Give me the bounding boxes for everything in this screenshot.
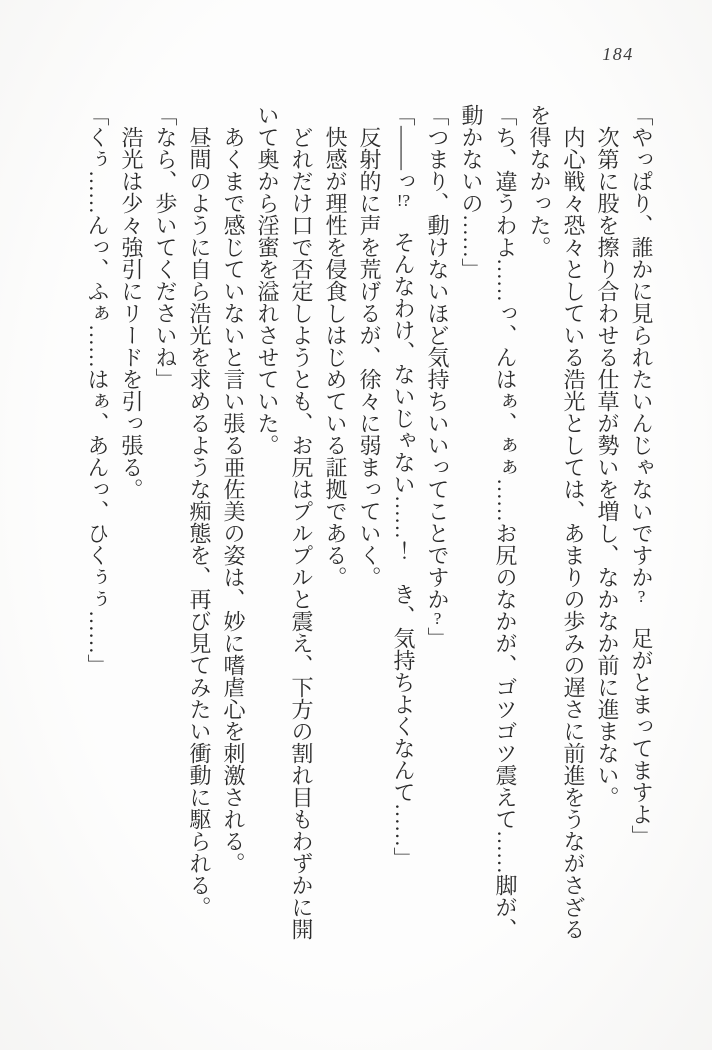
text-column: 「なら、歩いてくださいね」 xyxy=(153,104,178,390)
page-number: 184 xyxy=(602,44,634,64)
text-column: 「ち、違うわよ……っ、んはぁ、ぁぁ……お尻のなかが、ゴツゴツ震えて……脚が、 xyxy=(493,104,518,940)
page-text-block xyxy=(80,104,658,946)
text-column: 「やっぱり、誰かに見られたいんじゃないですか? 足がとまってますよ」 xyxy=(629,104,654,847)
text-column: どれだけ口で否定しようとも、お尻はプルプルと震え、下方の割れ目もわずかに開 xyxy=(289,126,314,940)
text-column: 快感が理性を侵食しはじめている証拠である。 xyxy=(323,126,348,588)
text-column: を得なかった。 xyxy=(527,104,552,258)
text-column: 浩光は少々強引にリードを引っ張る。 xyxy=(119,126,144,500)
text-column: 「つまり、動けないほど気持ちいいってことですか?」 xyxy=(425,104,450,649)
text-column: 昼間のように自ら浩光を求めるような痴態を、再び見てみたい衝動に駆られる。 xyxy=(187,126,212,918)
text-column: 反射的に声を荒げるが、徐々に弱まっていく。 xyxy=(357,126,382,588)
text-column: 動かないの……」 xyxy=(459,104,484,280)
text-column: 次第に股を擦り合わせる仕草が勢いを増し、なかなか前に進まない。 xyxy=(595,126,620,808)
text-column: 「くぅ……んっ、ふぁ……はぁ、あんっ、ひくぅぅ……」 xyxy=(85,104,110,676)
text-column: 内心戦々恐々としている浩光としては、あまりの歩みの遅さに前進をうながさざる xyxy=(561,126,586,940)
text-column: いて奥から淫蜜を溢れさせていた。 xyxy=(255,104,280,456)
text-column: あくまで感じていないと言い張る亜佐美の姿は、妙に嗜虐心を刺激される。 xyxy=(221,126,246,874)
text-column: 「――っ!? そんなわけ、ないじゃない……！ き、気持ちよくなんて……」 xyxy=(391,104,416,869)
